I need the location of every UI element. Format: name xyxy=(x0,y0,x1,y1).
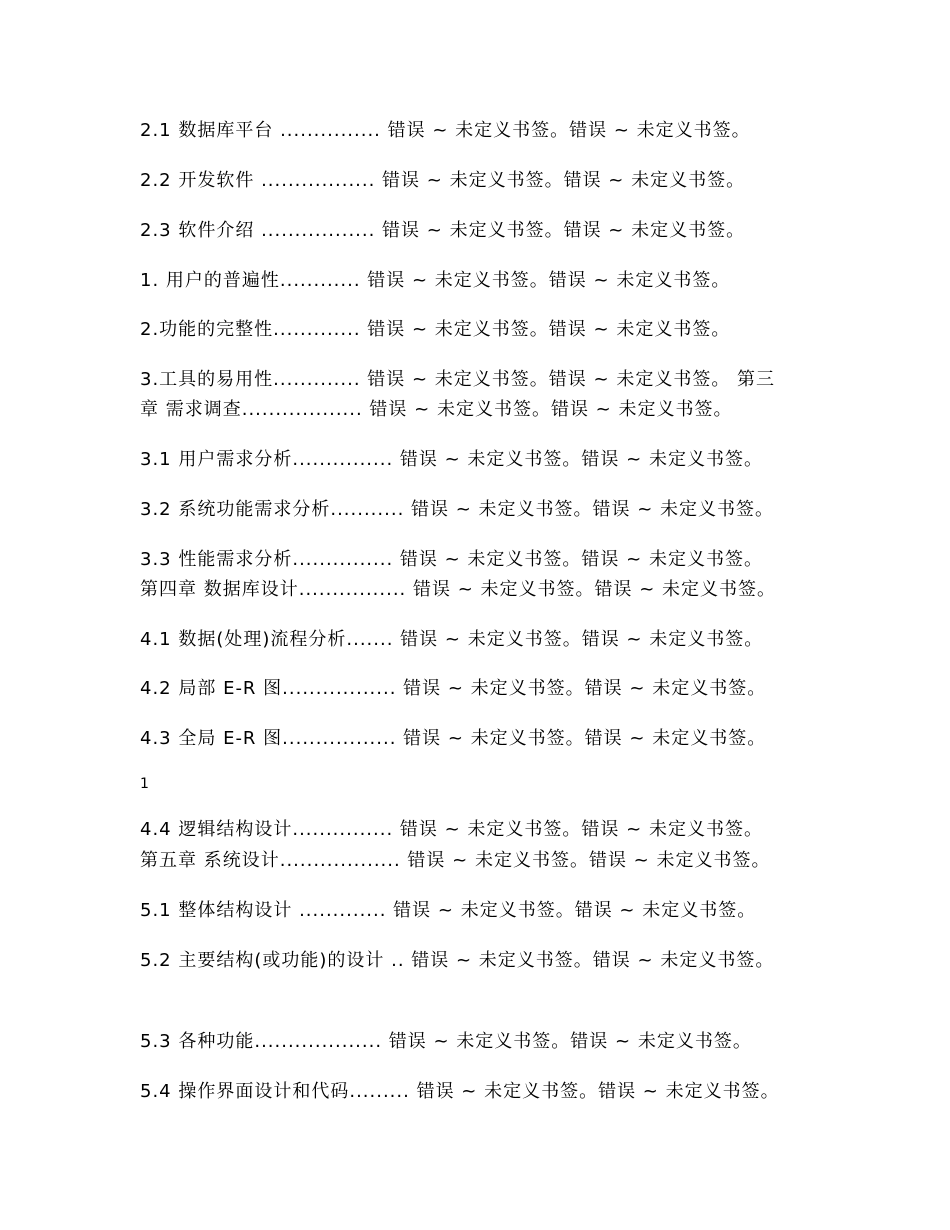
toc-entry: 3.工具的易用性............. 错误 ~ 未定义书签。错误 ~ 未定义书签。 第三 xyxy=(140,369,776,390)
toc-entry: 第四章 数据库设计................ 错误 ~ 未定义书签。错误 ~ 未定义书签。 xyxy=(140,579,777,600)
page-number: 1 xyxy=(140,776,149,792)
toc-entry: 3.2 系统功能需求分析........... 错误 ~ 未定义书签。错误 ~ 未定义书签。 xyxy=(140,499,775,520)
toc-entry: 5.1 整体结构设计 ............. 错误 ~ 未定义书签。错误 ~ 未定义书签。 xyxy=(140,900,757,921)
toc-entry: 2.3 软件介绍 ................. 错误 ~ 未定义书签。错误 ~ 未定义书签。 xyxy=(140,220,746,241)
toc-entry: 4.2 局部 E-R 图................. 错误 ~ 未定义书签。错误 ~ 未定义书签。 xyxy=(140,678,767,699)
toc-entry: 5.3 各种功能................... 错误 ~ 未定义书签。错误 ~ 未定义书签。 xyxy=(140,1031,752,1052)
toc-entry: 4.1 数据(处理)流程分析....... 错误 ~ 未定义书签。错误 ~ 未定义书签。 xyxy=(140,629,764,650)
toc-entry: 3.1 用户需求分析............... 错误 ~ 未定义书签。错误 ~ 未定义书签。 xyxy=(140,449,763,470)
toc-entry: 2.1 数据库平台 ............... 错误 ~ 未定义书签。错误 ~ 未定义书签。 xyxy=(140,120,751,141)
toc-entry: 4.3 全局 E-R 图................. 错误 ~ 未定义书签。错误 ~ 未定义书签。 xyxy=(140,728,767,749)
toc-entry: 4.4 逻辑结构设计............... 错误 ~ 未定义书签。错误 ~ 未定义书签。 xyxy=(140,819,763,840)
toc-entry: 1. 用户的普遍性............ 错误 ~ 未定义书签。错误 ~ 未定义书签。 xyxy=(140,270,731,291)
toc-entry: 2.功能的完整性............. 错误 ~ 未定义书签。错误 ~ 未定义书签。 xyxy=(140,319,731,340)
toc-entry: 2.2 开发软件 ................. 错误 ~ 未定义书签。错误 ~ 未定义书签。 xyxy=(140,170,746,191)
toc-entry: 5.4 操作界面设计和代码......... 错误 ~ 未定义书签。错误 ~ 未定义书签。 xyxy=(140,1081,780,1102)
toc-entry: 章 需求调查.................. 错误 ~ 未定义书签。错误 ~ 未定义书签。 xyxy=(140,399,733,420)
toc-entry: 第五章 系统设计.................. 错误 ~ 未定义书签。错误 ~ 未定义书签。 xyxy=(140,850,771,871)
toc-entry: 3.3 性能需求分析............... 错误 ~ 未定义书签。错误 ~ 未定义书签。 xyxy=(140,549,763,570)
toc-entry: 5.2 主要结构(或功能)的设计 .. 错误 ~ 未定义书签。错误 ~ 未定义书签。 xyxy=(140,950,775,971)
